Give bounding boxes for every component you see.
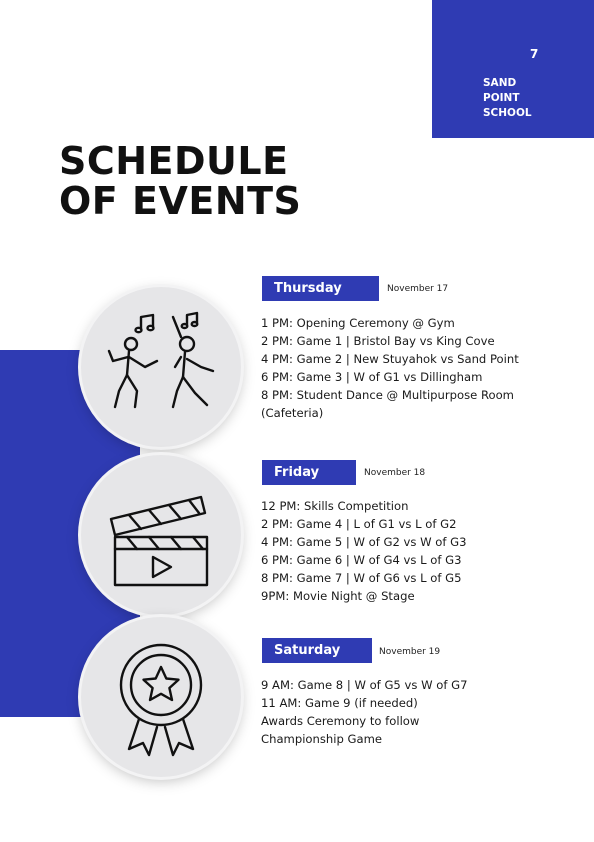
friday-events-list: [261, 497, 581, 605]
school-name: [483, 76, 583, 121]
event-item: Championship Game: [261, 732, 383, 746]
thursday-day-tag: Thursday: [262, 276, 379, 301]
friday-day-tag: Friday: [262, 460, 356, 485]
friday-date: November 18: [364, 468, 426, 478]
saturday-icon-circle: [81, 617, 241, 777]
dancing-people-icon: [101, 307, 221, 427]
event-item: 1 PM: Opening Ceremony @ Gym: [261, 316, 455, 330]
page-title-line: OF EVENTS: [59, 179, 302, 223]
event-item: 4 PM: Game 5 | W of G2 vs W of G3: [261, 535, 467, 549]
school-name-line: SCHOOL: [483, 107, 532, 119]
friday-icon-circle: [81, 455, 241, 615]
event-item: 6 PM: Game 6 | W of G4 vs L of G3: [261, 553, 462, 567]
page-title-line: SCHEDULE: [59, 139, 289, 183]
saturday-events-list: [261, 676, 581, 748]
event-item: 8 PM: Student Dance @ Multipurpose Room: [261, 388, 514, 402]
event-item: 11 AM: Game 9 (if needed): [261, 696, 418, 710]
school-name-line: SAND: [483, 77, 517, 89]
event-item: Awards Ceremony to follow: [261, 714, 420, 728]
school-name-line: POINT: [483, 92, 520, 104]
event-item: 6 PM: Game 3 | W of G1 vs Dillingham: [261, 370, 483, 384]
event-item: 8 PM: Game 7 | W of G6 vs L of G5: [261, 571, 462, 585]
event-item: 2 PM: Game 4 | L of G1 vs L of G2: [261, 517, 457, 531]
event-item: (Cafeteria): [261, 406, 324, 420]
thursday-icon-circle: [81, 287, 241, 447]
page-title: [59, 141, 301, 221]
event-item: 9 AM: Game 8 | W of G5 vs W of G7: [261, 678, 468, 692]
event-item: 2 PM: Game 1 | Bristol Bay vs King Cove: [261, 334, 495, 348]
thursday-events-list: [261, 314, 581, 422]
saturday-day-tag: Saturday: [262, 638, 372, 663]
movie-clapperboard-icon: [101, 475, 221, 595]
event-item: 4 PM: Game 2 | New Stuyahok vs Sand Point: [261, 352, 519, 366]
thursday-date: November 17: [387, 284, 449, 294]
event-item: 9PM: Movie Night @ Stage: [261, 589, 415, 603]
award-medal-icon: [101, 637, 221, 757]
saturday-date: November 19: [379, 647, 441, 657]
page-number: 7: [530, 47, 539, 61]
event-item: 12 PM: Skills Competition: [261, 499, 409, 513]
